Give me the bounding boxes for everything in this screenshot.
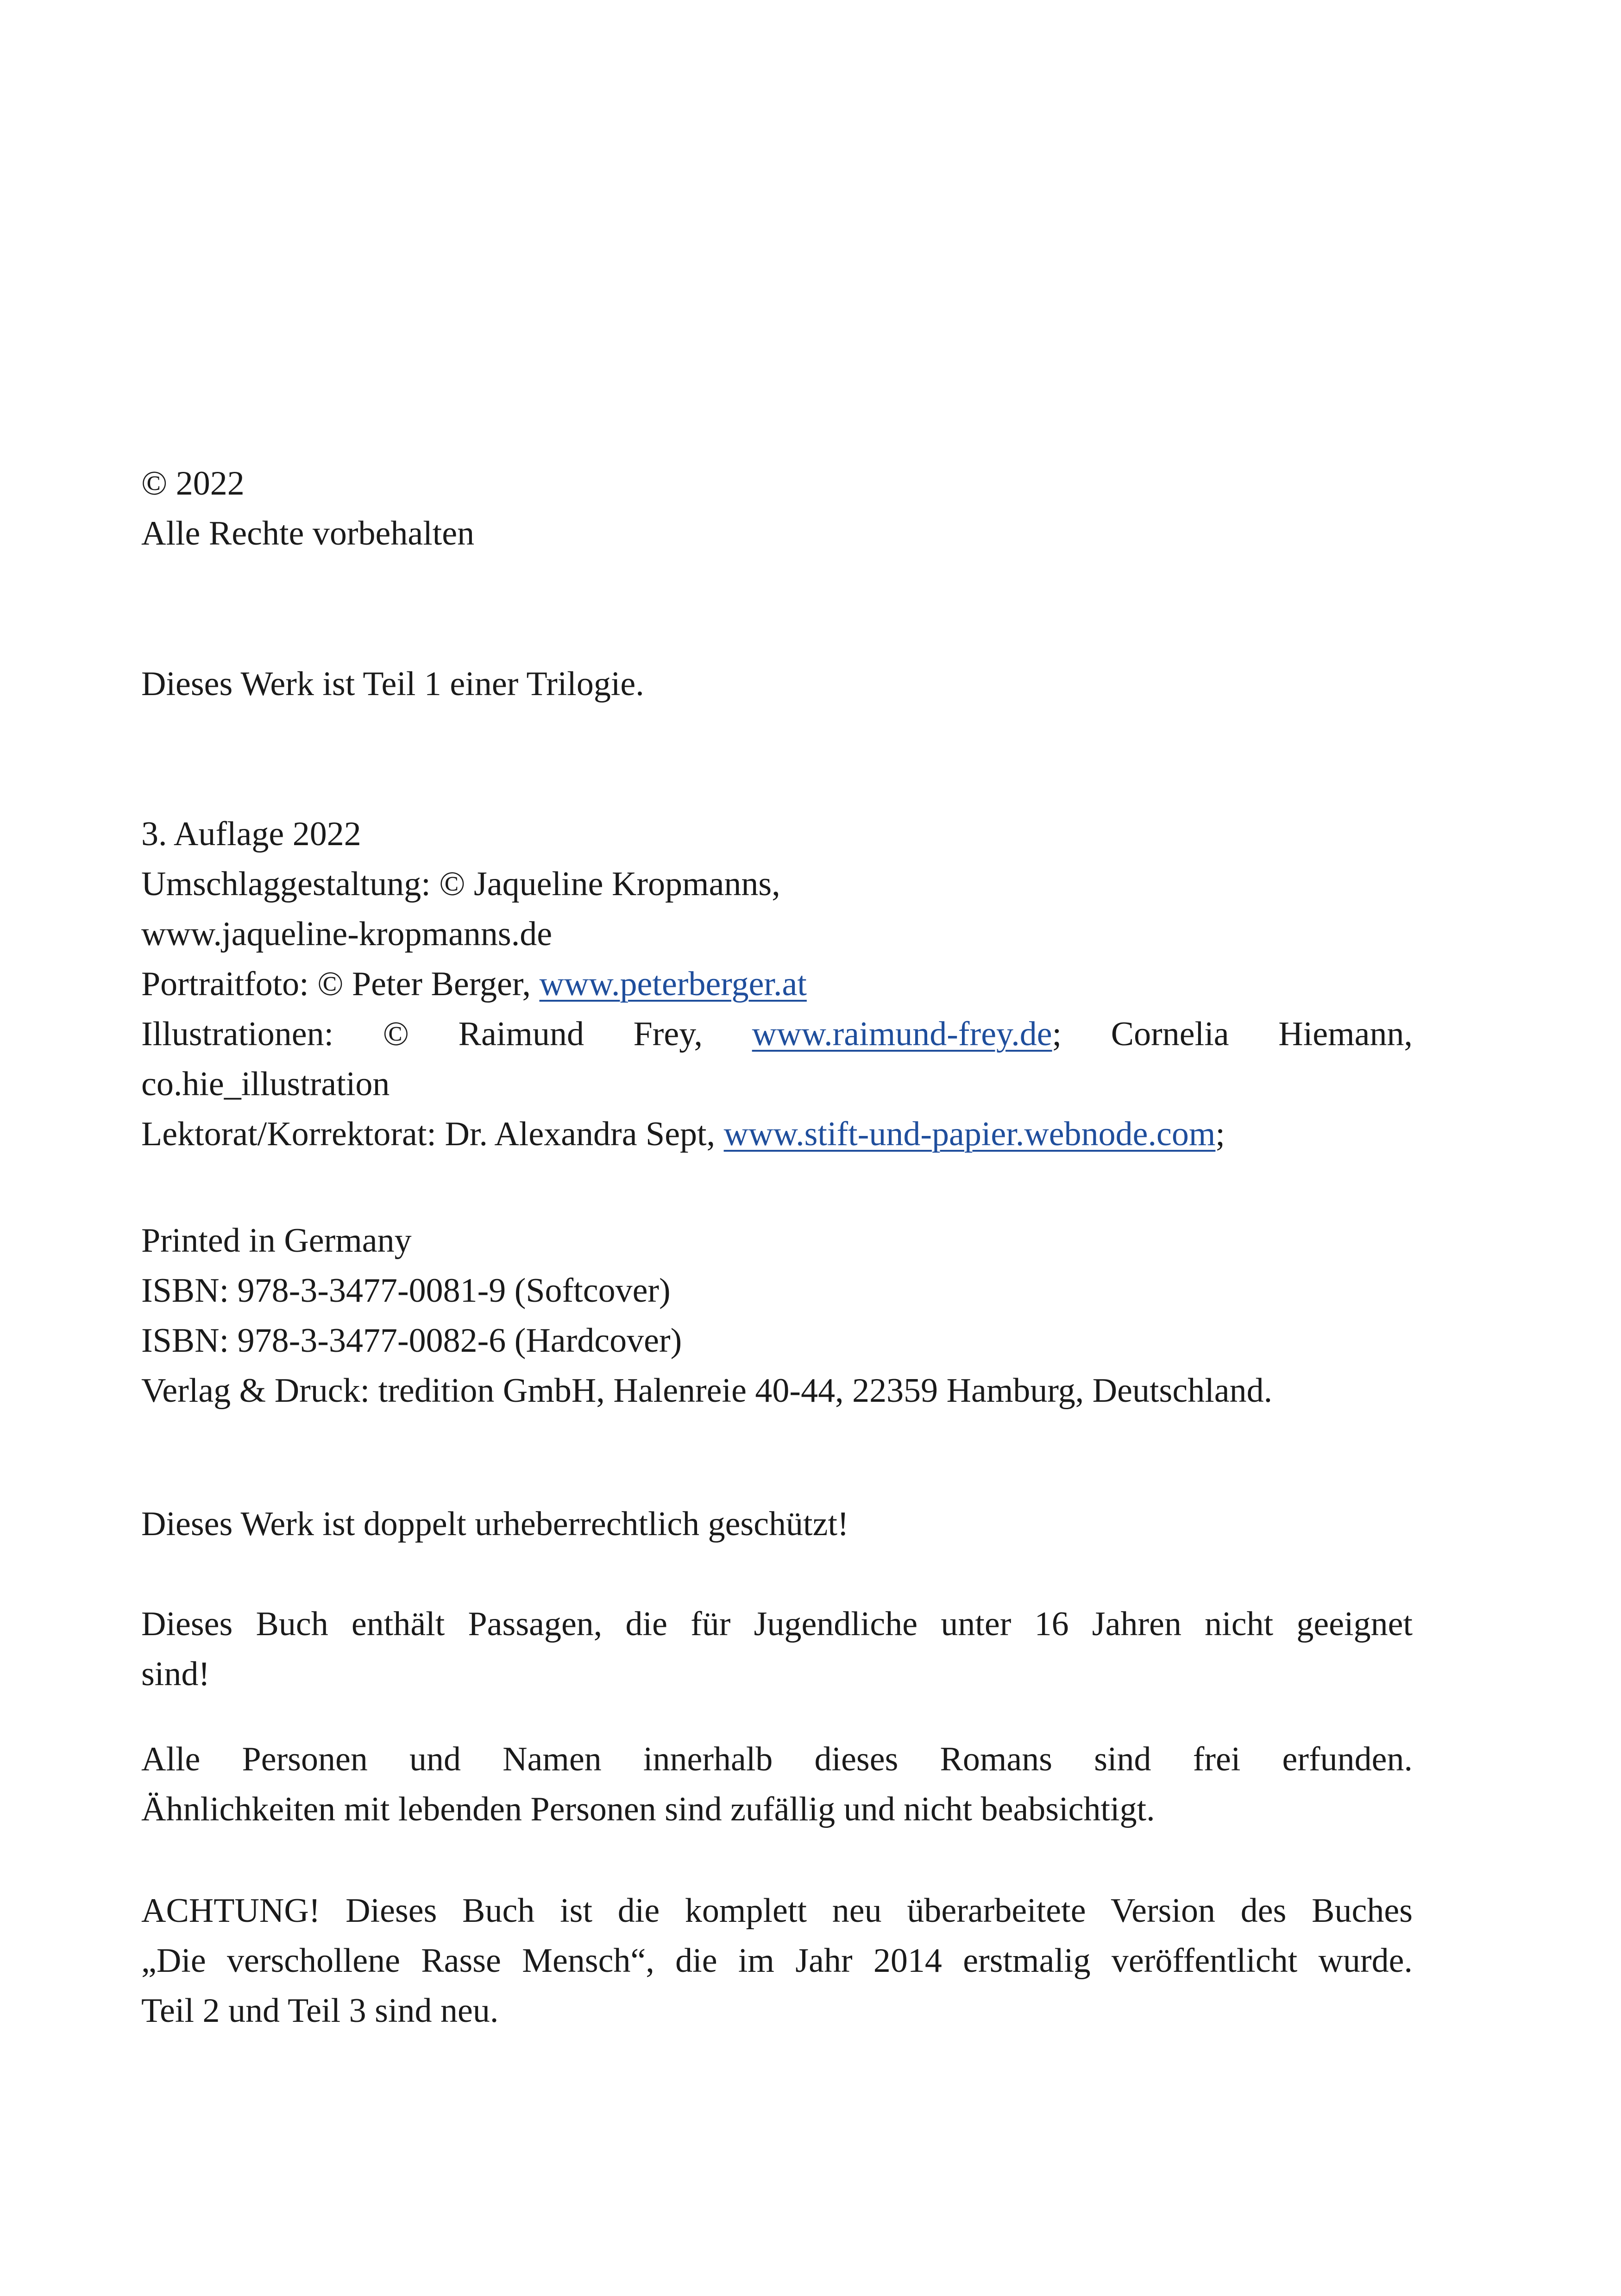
youth-warning-note (141, 1599, 1413, 1699)
revision-warning (141, 1886, 1413, 2036)
warning-line-1: ACHTUNG! Dieses Buch ist die komplett neu überarbeitete Version des Buches (141, 1892, 1413, 1930)
trilogy-note: Dieses Werk ist Teil 1 einer Trilogie. (141, 665, 644, 703)
editing-credit (141, 1109, 1413, 1159)
print-info-block (141, 1216, 1413, 1416)
illustrations-credit-line2: co.hie_illustration (141, 1065, 390, 1103)
editing-link[interactable]: www.stift-und-papier.webnode.com (723, 1115, 1216, 1153)
illustrations-link[interactable]: www.raimund-frey.de (752, 1015, 1052, 1053)
copyright-block (141, 458, 1413, 558)
edition-line: 3. Auflage 2022 (141, 815, 361, 853)
warning-line-2: „Die verschollene Rasse Mensch“, die im Jahr 2014 erstmalig veröffentlicht wurde. (141, 1942, 1413, 1980)
cover-design-url: www.jaqueline-kropmanns.de (141, 915, 553, 953)
isbn-softcover: ISBN: 978-3-3477-0081-9 (Softcover) (141, 1272, 671, 1310)
editing-label: Lektorat/Korrektorat: Dr. Alexandra Sept, (141, 1115, 724, 1153)
publisher-line: Verlag & Druck: tredition GmbH, Halenreie 40-44, 22359 Hamburg, Deutschland. (141, 1372, 1273, 1410)
protected-text: Dieses Werk ist doppelt urheberrechtlich geschützt! (141, 1505, 849, 1543)
warning-line-3: Teil 2 und Teil 3 sind neu. (141, 1992, 499, 2030)
copyright-year: © 2022 (141, 464, 245, 502)
illustrations-credit (141, 1009, 1413, 1059)
trilogy-note-block (141, 659, 1413, 709)
cover-design-credit: Umschlaggestaltung: © Jaqueline Kropmanns, (141, 865, 780, 903)
illustrations-rest: ; Cornelia Hiemann, (1052, 1015, 1413, 1053)
printed-in: Printed in Germany (141, 1222, 412, 1260)
isbn-hardcover: ISBN: 978-3-3477-0082-6 (Hardcover) (141, 1322, 682, 1360)
rights-reserved: Alle Rechte vorbehalten (141, 514, 475, 552)
illustrations-label: Illustrationen: © Raimund Frey, (141, 1015, 752, 1053)
portrait-link[interactable]: www.peterberger.at (539, 965, 807, 1003)
fiction-line-1: Alle Personen und Namen innerhalb dieses Romans sind frei erfunden. (141, 1740, 1413, 1778)
portrait-credit (141, 959, 1413, 1009)
fiction-disclaimer (141, 1734, 1413, 1834)
youth-line-1: Dieses Buch enthält Passagen, die für Jugendliche unter 16 Jahren nicht geeignet (141, 1605, 1413, 1643)
fiction-line-2: Ähnlichkeiten mit lebenden Personen sind zufällig und nicht beabsichtigt. (141, 1790, 1155, 1828)
edition-credits-block (141, 809, 1413, 1159)
editing-end: ; (1215, 1115, 1225, 1153)
copyright-protection-note (141, 1499, 1413, 1549)
youth-line-2: sind! (141, 1655, 210, 1693)
portrait-label: Portraitfoto: © Peter Berger, (141, 965, 540, 1003)
